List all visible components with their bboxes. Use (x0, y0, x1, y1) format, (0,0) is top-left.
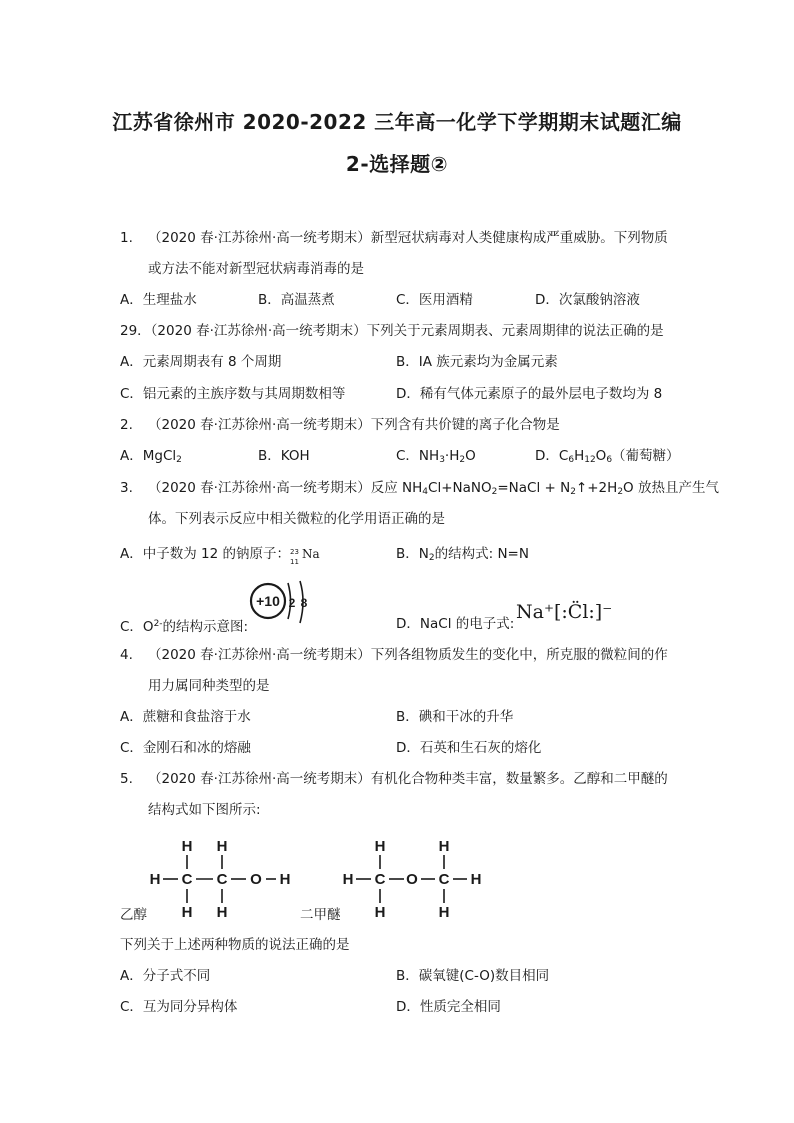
q3-option-d: D．NaCl 的电子式: (396, 616, 515, 632)
q3-text-line1: （2020 春·江苏徐州·高一统考期末）反应 $NH_4Cl+NaNO_2=NaCl$ + $N_2↑+2H_2O$ 放热且产生气 (148, 480, 719, 497)
q5-number: 5. (120, 771, 133, 787)
svg-text:O: O (250, 871, 262, 888)
svg-text:H: H (149, 871, 161, 888)
q2-option-c: C．$NH_3\cdot H_2O$ (396, 448, 476, 465)
q2-option-b: B．KOH (258, 448, 310, 464)
dimethyl-ether-structural-formula (338, 836, 488, 922)
q4-option-a: A．蔗糖和食盐溶于水 (120, 709, 251, 725)
q2-option-a: A．MgCl$_2$ (120, 448, 182, 465)
svg-text:H: H (374, 838, 386, 855)
svg-text:H: H (438, 904, 450, 921)
document-subtitle: 2-选择题② (345, 152, 449, 176)
svg-text:H: H (342, 871, 354, 888)
svg-text:C: C (181, 871, 193, 888)
svg-text:H: H (216, 904, 228, 921)
q3-option-c: C．$O^{2-}$的结构示意图: (120, 619, 249, 635)
svg-text:H: H (374, 904, 386, 921)
ethanol-structural-formula (145, 836, 295, 922)
q3-option-b: B．$N_2$的结构式: N=N (396, 546, 529, 563)
q2-number: 2. (120, 417, 133, 433)
q3-number: 3. (120, 480, 133, 496)
svg-text:H: H (181, 838, 193, 855)
svg-text:C: C (374, 871, 386, 888)
q5-option-b: B．碳氧键(C-O)数目相同 (396, 968, 550, 984)
q3-text-line2: 体。下列表示反应中相关微粒的化学用语正确的是 (148, 511, 445, 527)
q1-text-line2: 或方法不能对新型冠状病毒消毒的是 (148, 261, 364, 277)
q5-option-a: A．分子式不同 (120, 968, 211, 984)
q29-option-c: C．铝元素的主族序数与其周期数相等 (120, 386, 346, 402)
q1-option-b: B．高温蒸煮 (258, 292, 335, 308)
svg-text:H: H (181, 904, 193, 921)
q29-option-a: A．元素周期表有 8 个周期 (120, 354, 282, 370)
svg-text:H: H (279, 871, 291, 888)
svg-text:H: H (470, 871, 482, 888)
q1-option-c: C．医用酒精 (396, 292, 473, 308)
q1-number: 1. (120, 230, 133, 246)
q2-text: （2020 春·江苏徐州·高一统考期末）下列含有共价键的离子化合物是 (148, 417, 560, 433)
svg-text:H: H (438, 838, 450, 855)
q2-option-d: D．$C_6H_{12}O_6$（葡萄糖） (535, 448, 680, 465)
q4-text-line1: （2020 春·江苏徐州·高一统考期末）下列各组物质发生的变化中，所克服的微粒间的作 (148, 647, 668, 663)
q4-option-d: D．石英和生石灰的熔化 (396, 740, 542, 756)
q1-text-line1: （2020 春·江苏徐州·高一统考期末）新型冠状病毒对人类健康构成严重威胁。下列物质 (148, 230, 668, 246)
document-title: 江苏省徐州市 2020-2022 三年高一化学下学期期末试题汇编 (112, 110, 682, 134)
svg-text:C: C (438, 871, 450, 888)
q1-option-d: D．次氯酸钠溶液 (535, 292, 640, 308)
svg-text:O: O (406, 871, 418, 888)
q29-option-b: B．IA 族元素均为金属元素 (396, 354, 558, 370)
q3-option-a: A．中子数为 12 的钠原子： 23 11 Na (120, 546, 320, 566)
svg-text:2: 2 (288, 596, 296, 610)
oxide-ion-structure-diagram (248, 578, 318, 628)
q5-text-line1: （2020 春·江苏徐州·高一统考期末）有机化合物种类丰富，数量繁多。乙醇和二甲醚的 (148, 771, 668, 787)
q5-stem: 下列关于上述两种物质的说法正确的是 (120, 937, 350, 953)
q4-option-c: C．金刚石和冰的熔融 (120, 740, 251, 756)
q5-label-dimethyl-ether: 二甲醚 (300, 907, 341, 923)
svg-text:C: C (216, 871, 228, 888)
q4-text-line2: 用力属同种类型的是 (148, 678, 270, 694)
q29-text: 29．（2020 春·江苏徐州·高一统考期末）下列关于元素周期表、元素周期律的说法正确的是 (120, 323, 664, 339)
svg-text:+10: +10 (256, 593, 280, 609)
q5-option-d: D．性质完全相同 (396, 999, 501, 1015)
svg-text:H: H (216, 838, 228, 855)
q1-option-a: A．生理盐水 (120, 292, 197, 308)
svg-text:8: 8 (300, 596, 308, 610)
nacl-electron-formula: Na⁺[:C̈l:]⁻ (516, 601, 613, 623)
q5-option-c: C．互为同分异构体 (120, 999, 238, 1015)
q5-text-line2: 结构式如下图所示: (148, 802, 261, 818)
q5-label-ethanol: 乙醇 (120, 907, 147, 923)
q29-option-d: D．稀有气体元素原子的最外层电子数均为 8 (396, 386, 663, 402)
q4-option-b: B．碘和干冰的升华 (396, 709, 514, 725)
q4-number: 4. (120, 647, 133, 663)
